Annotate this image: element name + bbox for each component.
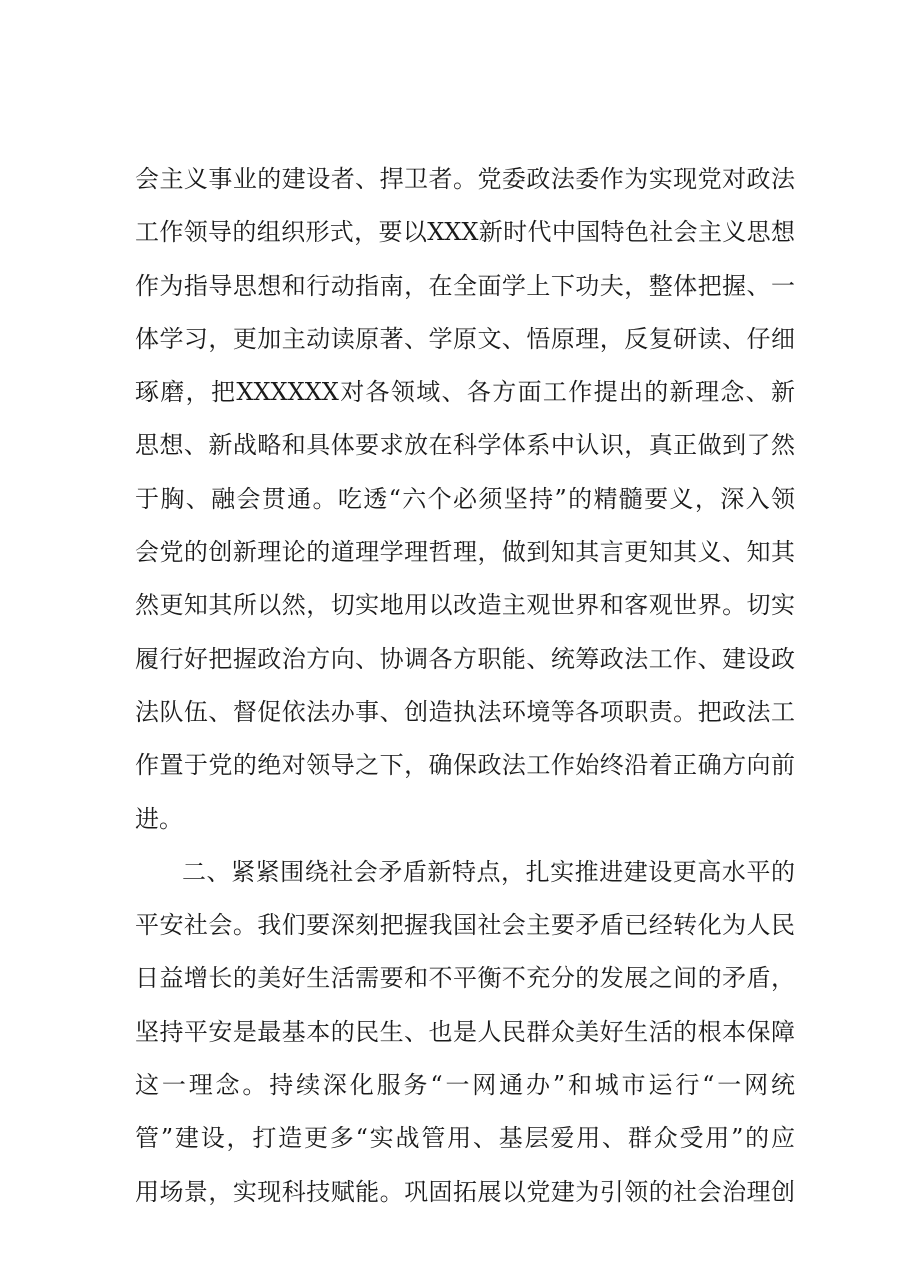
- text-line: 这一理念。持续深化服务“一网通办”和城市运行“一网统: [135, 1071, 795, 1100]
- text-line: 用场景，实现科技赋能。巩固拓展以党建为引领的社会治理创: [135, 1177, 795, 1206]
- text-line: 于胸、融会贯通。吃透“六个必须坚持”的精髓要义，深入领: [135, 484, 795, 513]
- text-line: 法队伍、督促依法办事、创造执法环境等各项职责。把政法工: [135, 697, 795, 726]
- text-line: 琢磨，把XXXXXX对各领域、各方面工作提出的新理念、新: [135, 378, 795, 407]
- text-line: 会主义事业的建设者、捍卫者。党委政法委作为实现党对政法: [135, 165, 795, 193]
- text-line: 作置于党的绝对领导之下，确保政法工作始终沿着正确方向前: [135, 751, 795, 780]
- text-line: 然更知其所以然，切实地用以改造主观世界和客观世界。切实: [135, 591, 795, 620]
- text-line: 会党的创新理论的道理学理哲理，做到知其言更知其义、知其: [135, 538, 795, 567]
- text-line: 作为指导思想和行动指南，在全面学上下功夫，整体把握、一: [135, 271, 795, 300]
- text-line: 履行好把握政治方向、协调各方职能、统筹政法工作、建设政: [135, 644, 795, 673]
- text-line: 管”建设，打造更多“实战管用、基层爱用、群众受用”的应: [135, 1124, 795, 1153]
- text-line: 思想、新战略和具体要求放在科学体系中认识，真正做到了然: [135, 431, 795, 460]
- body-text: [135, 153, 795, 1219]
- text-line: 体学习，更加主动读原著、学原文、悟原理，反复研读、仔细: [135, 324, 795, 353]
- paragraph: [135, 846, 795, 1219]
- text-line: 日益增长的美好生活需要和不平衡不充分的发展之间的矛盾，: [135, 964, 795, 993]
- text-line: 进。: [135, 804, 183, 833]
- text-line: 坚持平安是最基本的民生、也是人民群众美好生活的根本保障: [135, 1017, 795, 1046]
- paragraph: [135, 153, 795, 846]
- text-line: 工作领导的组织形式，要以XXX新时代中国特色社会主义思想: [135, 218, 795, 247]
- text-line: 平安社会。我们要深刻把握我国社会主要矛盾已经转化为人民: [135, 911, 795, 940]
- text-line: 二、紧紧围绕社会矛盾新特点，扎实推进建设更高水平的: [182, 857, 795, 886]
